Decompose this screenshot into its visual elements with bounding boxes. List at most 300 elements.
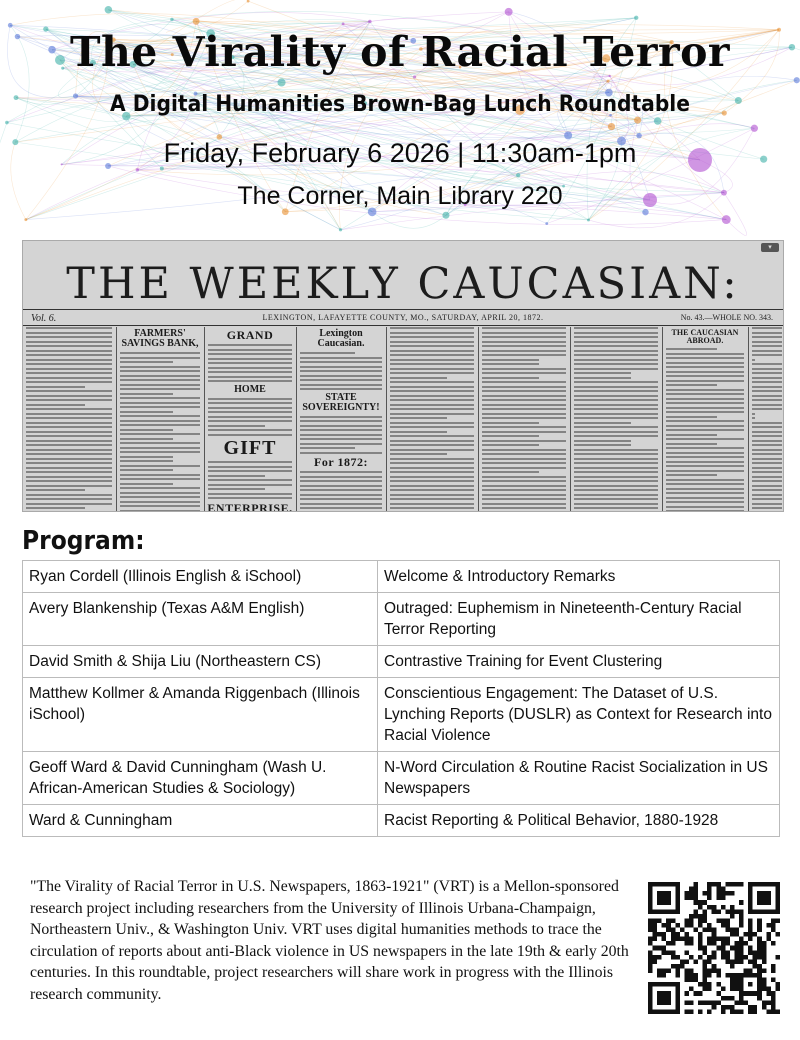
masthead-rule — [23, 309, 783, 310]
column-divider — [296, 327, 297, 511]
newsprint-text-line — [390, 458, 474, 460]
newsprint-text-line — [752, 395, 782, 397]
newsprint-text-line — [300, 494, 382, 496]
talk-title-cell: N-Word Circulation & Routine Racist Socialization in US Newspapers — [378, 752, 780, 805]
newsprint-text-line — [666, 371, 744, 373]
table-row — [23, 752, 780, 805]
newsprint-text-line — [666, 479, 744, 481]
newsprint-text-line — [208, 479, 292, 481]
newsprint-text-line — [120, 492, 200, 494]
heading-sovereignty: STATE SOVEREIGNTY! — [302, 391, 380, 413]
newsprint-text-line — [300, 379, 382, 381]
newsprint-text-line — [752, 390, 782, 392]
newsprint-text-line — [208, 425, 265, 427]
newsprint-text-line — [752, 368, 782, 370]
newsprint-text-line — [574, 341, 658, 343]
newsprint-text-line — [666, 470, 744, 472]
newsprint-text-line — [26, 336, 112, 338]
newsprint-text-line — [482, 413, 566, 415]
newsprint-text-line — [300, 447, 355, 449]
newsprint-text-line — [574, 363, 658, 365]
newsprint-text-line — [208, 416, 292, 418]
program-heading: Program: — [22, 526, 145, 556]
newsprint-text-line — [574, 332, 658, 334]
newsprint-text-line — [574, 435, 658, 437]
newsprint-text-line — [120, 411, 173, 413]
newsprint-text-line — [26, 449, 112, 451]
newsprint-text-line — [666, 389, 744, 391]
newsprint-text-line — [752, 336, 782, 338]
newsprint-text-line — [482, 507, 566, 509]
heading-lexington: Lexington Caucasian. — [317, 328, 365, 349]
newsprint-text-line — [300, 434, 382, 436]
newsprint-text-line — [390, 345, 474, 347]
newsprint-text-line — [482, 381, 566, 383]
newsprint-text-line — [666, 407, 744, 409]
newsprint-text-line — [752, 422, 782, 424]
newsprint-text-line — [300, 476, 382, 478]
newsprint-text-line — [574, 381, 658, 383]
newsprint-text-line — [482, 377, 539, 379]
newsprint-text-line — [752, 350, 782, 352]
newsprint-text-line — [120, 474, 200, 476]
newsprint-text-line — [482, 368, 566, 370]
newspaper-column-4 — [297, 327, 385, 511]
column-divider — [570, 327, 571, 511]
newsprint-text-line — [26, 426, 112, 428]
newsprint-text-line — [120, 478, 200, 480]
newsprint-text-line — [300, 352, 355, 354]
newsprint-text-line — [120, 388, 200, 390]
newsprint-text-line — [574, 503, 658, 505]
newsprint-text-line — [390, 417, 447, 419]
newsprint-text-line — [752, 498, 782, 500]
heading-gift: GIFT — [223, 437, 277, 459]
newsprint-text-line — [752, 377, 782, 379]
newsprint-text-line — [752, 345, 782, 347]
newsprint-text-line — [574, 440, 631, 442]
dateline-rule — [23, 325, 783, 326]
newsprint-text-line — [390, 485, 474, 487]
speaker-cell: Matthew Kollmer & Amanda Riggenbach (Illinois iSchool) — [23, 678, 378, 752]
newsprint-text-line — [666, 411, 744, 413]
newsprint-text-line — [26, 390, 112, 392]
newsprint-text-line — [26, 404, 85, 406]
newsprint-text-line — [300, 485, 382, 487]
newsprint-text-line — [482, 444, 539, 446]
newsprint-text-line — [752, 408, 782, 410]
newsprint-text-line — [26, 440, 112, 442]
newsprint-text-line — [752, 359, 755, 361]
newsprint-text-line — [208, 344, 292, 346]
event-date-time: Friday, February 6 2026 | 11:30am-1pm — [163, 138, 637, 168]
newsprint-text-line — [752, 381, 782, 383]
qr-code-icon[interactable] — [648, 882, 780, 1014]
newsprint-text-line — [300, 425, 382, 427]
newsprint-text-line — [120, 424, 200, 426]
talk-title-cell: Racist Reporting & Political Behavior, 1880-1928 — [378, 805, 780, 837]
newsprint-text-line — [120, 460, 173, 462]
newsprint-text-line — [574, 404, 658, 406]
header — [0, 0, 800, 240]
newsprint-text-line — [300, 480, 382, 482]
newspaper-column-7 — [571, 327, 661, 511]
newsprint-text-line — [26, 476, 112, 478]
heading-farmers: FARMERS' SAVINGS BANK, — [121, 328, 199, 349]
newsprint-text-line — [26, 345, 112, 347]
newsprint-text-line — [120, 442, 200, 444]
program-table — [22, 560, 780, 837]
table-row — [23, 646, 780, 678]
newsprint-text-line — [482, 390, 566, 392]
newsprint-text-line — [752, 426, 782, 428]
newsprint-text-line — [26, 381, 112, 383]
newsprint-text-line — [120, 505, 200, 507]
newsprint-text-line — [574, 494, 658, 496]
newsprint-text-line — [482, 453, 566, 455]
newsprint-text-line — [120, 420, 200, 422]
newsprint-text-line — [390, 480, 474, 482]
speaker-cell: David Smith & Shija Liu (Northeastern CS) — [23, 646, 378, 678]
newsprint-text-line — [390, 503, 474, 505]
newspaper-column-3 — [205, 327, 295, 511]
newsprint-text-line — [26, 327, 112, 329]
newsprint-text-line — [26, 395, 112, 397]
newspaper-column-5 — [387, 327, 477, 511]
newsprint-text-line — [120, 483, 173, 485]
newsprint-text-line — [574, 458, 658, 460]
newsprint-text-line — [482, 476, 566, 478]
newsprint-text-line — [482, 354, 566, 356]
speaker-cell: Ryan Cordell (Illinois English & iSchool) — [23, 561, 378, 593]
newsprint-text-line — [752, 332, 782, 334]
newsprint-text-line — [666, 501, 744, 503]
newsprint-text-line — [208, 376, 292, 378]
newsprint-text-line — [574, 399, 658, 401]
newsprint-text-line — [390, 359, 474, 361]
newsprint-text-line — [120, 415, 200, 417]
newsprint-text-line — [574, 354, 658, 356]
newsprint-text-line — [26, 444, 112, 446]
newspaper-page — [23, 241, 783, 511]
newsprint-text-line — [208, 497, 292, 499]
newsprint-text-line — [208, 371, 292, 373]
newsprint-text-line — [390, 449, 474, 451]
newsprint-text-line — [120, 451, 200, 453]
newsprint-text-line — [26, 359, 112, 361]
newsprint-text-line — [120, 447, 200, 449]
newsprint-text-line — [300, 361, 382, 363]
newsprint-text-line — [300, 370, 382, 372]
newsprint-text-line — [482, 494, 566, 496]
newsprint-text-line — [574, 413, 658, 415]
newsprint-text-line — [26, 431, 112, 433]
newsprint-text-line — [300, 443, 382, 445]
newsprint-text-line — [482, 422, 539, 424]
newspaper-volume: Vol. 6. — [31, 313, 57, 324]
newspaper-masthead: THE WEEKLY CAUCASIAN: — [66, 259, 740, 309]
newsprint-text-line — [26, 417, 112, 419]
newsprint-text-line — [574, 467, 658, 469]
newsprint-text-line — [120, 393, 173, 395]
chevron-down-icon[interactable]: ▾ — [761, 243, 779, 252]
newsprint-text-line — [26, 494, 112, 496]
newsprint-text-line — [26, 363, 112, 365]
newsprint-text-line — [390, 498, 474, 500]
newsprint-text-line — [482, 440, 566, 442]
newsprint-text-line — [666, 416, 717, 418]
newsprint-text-line — [482, 462, 566, 464]
newsprint-text-line — [208, 407, 292, 409]
newsprint-text-line — [574, 372, 631, 374]
newsprint-text-line — [390, 489, 474, 491]
newsprint-text-line — [574, 327, 658, 329]
newsprint-text-line — [574, 476, 658, 478]
newsprint-text-line — [666, 438, 744, 440]
newsprint-text-line — [390, 507, 474, 509]
newsprint-text-line — [482, 386, 566, 388]
newsprint-text-line — [482, 503, 566, 505]
newsprint-text-line — [26, 399, 112, 401]
newsprint-text-line — [482, 449, 566, 451]
speaker-cell: Avery Blankenship (Texas A&M English) — [23, 593, 378, 646]
page-title: The Virality of Racial Terror — [69, 28, 731, 76]
newsprint-text-line — [120, 429, 173, 431]
newsprint-text-line — [752, 440, 782, 442]
newsprint-text-line — [120, 496, 200, 498]
newsprint-text-line — [482, 332, 566, 334]
newsprint-text-line — [300, 489, 382, 491]
newsprint-text-line — [26, 467, 112, 469]
newsprint-text-line — [390, 467, 474, 469]
newsprint-text-line — [390, 372, 474, 374]
newsprint-text-line — [482, 327, 566, 329]
newsprint-text-line — [574, 471, 658, 473]
newsprint-text-line — [666, 357, 744, 359]
newsprint-text-line — [26, 485, 112, 487]
newsprint-text-line — [482, 336, 566, 338]
newsprint-text-line — [208, 461, 292, 463]
newsprint-text-line — [574, 480, 658, 482]
newsprint-text-line — [752, 453, 782, 455]
newsprint-text-line — [752, 431, 782, 433]
newsprint-text-line — [482, 431, 566, 433]
newsprint-text-line — [666, 488, 744, 490]
newsprint-text-line — [752, 435, 782, 437]
newsprint-text-line — [26, 368, 112, 370]
newsprint-text-line — [390, 408, 474, 410]
event-location: The Corner, Main Library 220 — [237, 182, 563, 210]
table-row — [23, 561, 780, 593]
newsprint-text-line — [26, 377, 112, 379]
newsprint-text-line — [574, 377, 631, 379]
newsprint-text-line — [482, 341, 566, 343]
newspaper-issue: No. 43.—WHOLE NO. 343. — [680, 313, 773, 322]
newsprint-text-line — [482, 426, 566, 428]
newsprint-text-line — [574, 408, 658, 410]
newsprint-text-line — [390, 462, 474, 464]
newsprint-text-line — [574, 417, 658, 419]
newsprint-text-line — [390, 350, 474, 352]
newsprint-text-line — [120, 402, 200, 404]
heading-abroad: THE CAUCASIAN ABROAD. — [671, 328, 739, 345]
newsprint-text-line — [300, 420, 382, 422]
talk-title-cell: Contrastive Training for Event Clustering — [378, 646, 780, 678]
newsprint-text-line — [390, 336, 474, 338]
newsprint-text-line — [666, 474, 717, 476]
newsprint-text-line — [208, 493, 292, 495]
newsprint-text-line — [574, 498, 658, 500]
newsprint-text-line — [666, 461, 744, 463]
newspaper-column-8 — [663, 327, 747, 511]
newsprint-text-line — [752, 417, 755, 419]
newsprint-text-line — [208, 349, 292, 351]
newsprint-text-line — [390, 476, 474, 478]
newsprint-text-line — [752, 476, 782, 478]
newsprint-text-line — [300, 366, 382, 368]
newsprint-text-line — [666, 398, 744, 400]
newsprint-text-line — [26, 354, 112, 356]
newsprint-text-line — [390, 386, 474, 388]
newsprint-text-line — [120, 487, 200, 489]
newsprint-text-line — [120, 397, 200, 399]
newsprint-text-line — [390, 395, 474, 397]
newsprint-text-line — [666, 443, 717, 445]
newsprint-text-line — [390, 444, 474, 446]
newsprint-text-line — [482, 350, 566, 352]
newsprint-text-line — [482, 408, 566, 410]
newsprint-text-line — [208, 353, 292, 355]
newsprint-text-line — [482, 467, 566, 469]
speaker-cell: Geoff Ward & David Cunningham (Wash U. African-American Studies & Sociology) — [23, 752, 378, 805]
newsprint-text-line — [666, 497, 744, 499]
newsprint-text-line — [120, 379, 200, 381]
newsprint-text-line — [752, 404, 782, 406]
newsprint-text-line — [26, 408, 112, 410]
newsprint-text-line — [120, 469, 173, 471]
newsprint-text-line — [752, 363, 782, 365]
newsprint-text-line — [482, 489, 566, 491]
newsprint-text-line — [482, 458, 566, 460]
newsprint-text-line — [574, 453, 658, 455]
heading-enterprise: ENTERPRISE. — [207, 500, 293, 511]
newsprint-text-line — [574, 462, 658, 464]
newsprint-text-line — [482, 480, 566, 482]
newsprint-text-line — [208, 358, 292, 360]
newsprint-text-line — [208, 434, 292, 436]
newsprint-text-line — [752, 399, 782, 401]
newsprint-text-line — [390, 426, 474, 428]
newsprint-text-line — [574, 386, 658, 388]
newsprint-text-line — [120, 501, 200, 503]
newsprint-text-line — [120, 366, 200, 368]
newsprint-text-line — [26, 422, 112, 424]
newsprint-text-line — [300, 503, 382, 505]
heading-for-year: For 1872: — [314, 455, 368, 469]
newsprint-text-line — [574, 345, 658, 347]
newsprint-text-line — [482, 498, 566, 500]
newsprint-text-line — [390, 341, 474, 343]
newsprint-text-line — [666, 348, 717, 350]
newsprint-text-line — [666, 375, 744, 377]
newsprint-text-line — [574, 359, 658, 361]
newspaper-dateline: LEXINGTON, LAFAYETTE COUNTY, MO., SATURDAY, APRIL 20, 1872. — [262, 313, 544, 322]
newsprint-text-line — [208, 402, 292, 404]
newsprint-text-line — [300, 375, 382, 377]
newsprint-text-line — [120, 357, 200, 359]
newsprint-text-line — [26, 453, 112, 455]
newsprint-text-line — [482, 435, 539, 437]
newsprint-text-line — [208, 429, 292, 431]
column-divider — [478, 327, 479, 511]
heading-grand: GRAND — [226, 328, 274, 342]
newsprint-text-line — [574, 507, 658, 509]
newsprint-text-line — [208, 470, 292, 472]
newsprint-text-line — [574, 395, 658, 397]
newsprint-text-line — [666, 483, 744, 485]
newsprint-text-line — [26, 471, 112, 473]
table-row — [23, 678, 780, 752]
newsprint-text-line — [26, 507, 85, 509]
newsprint-text-line — [300, 429, 382, 431]
newsprint-text-line — [574, 449, 658, 451]
talk-title-cell: Outraged: Euphemism in Nineteenth-Century Racial Terror Reporting — [378, 593, 780, 646]
newsprint-text-line — [482, 359, 539, 361]
newsprint-text-line — [574, 336, 658, 338]
newsprint-text-line — [574, 350, 658, 352]
newsprint-text-line — [390, 363, 474, 365]
newsprint-text-line — [574, 422, 631, 424]
newsprint-text-line — [26, 350, 112, 352]
newsprint-text-line — [208, 488, 265, 490]
newsprint-text-line — [120, 406, 200, 408]
newsprint-text-line — [482, 404, 566, 406]
newsprint-text-line — [482, 417, 566, 419]
newsprint-text-line — [752, 480, 782, 482]
table-row — [23, 593, 780, 646]
newsprint-text-line — [300, 384, 382, 386]
newsprint-text-line — [120, 361, 173, 363]
newsprint-text-line — [574, 444, 631, 446]
table-row — [23, 805, 780, 837]
newsprint-text-line — [666, 425, 744, 427]
newsprint-text-line — [120, 370, 200, 372]
newsprint-text-line — [26, 489, 85, 491]
newsprint-text-line — [120, 438, 173, 440]
newsprint-text-line — [574, 426, 658, 428]
newsprint-text-line — [666, 506, 744, 508]
newsprint-text-line — [26, 372, 112, 374]
newspaper-scan — [22, 240, 784, 512]
newsprint-text-line — [208, 380, 292, 382]
newsprint-text-line — [208, 484, 292, 486]
newsprint-text-line — [26, 498, 112, 500]
newsprint-text-line — [666, 366, 744, 368]
newsprint-text-line — [666, 429, 744, 431]
newsprint-text-line — [208, 466, 292, 468]
newsprint-text-line — [482, 395, 566, 397]
newsprint-text-line — [300, 388, 382, 390]
newsprint-text-line — [300, 471, 382, 473]
newsprint-text-line — [390, 435, 474, 437]
newsprint-text-line — [300, 507, 382, 509]
newsprint-text-line — [390, 354, 474, 356]
newsprint-text-line — [666, 402, 744, 404]
newsprint-text-line — [666, 492, 744, 494]
newsprint-text-line — [482, 363, 539, 365]
newsprint-text-line — [26, 458, 112, 460]
newsprint-text-line — [666, 353, 744, 355]
